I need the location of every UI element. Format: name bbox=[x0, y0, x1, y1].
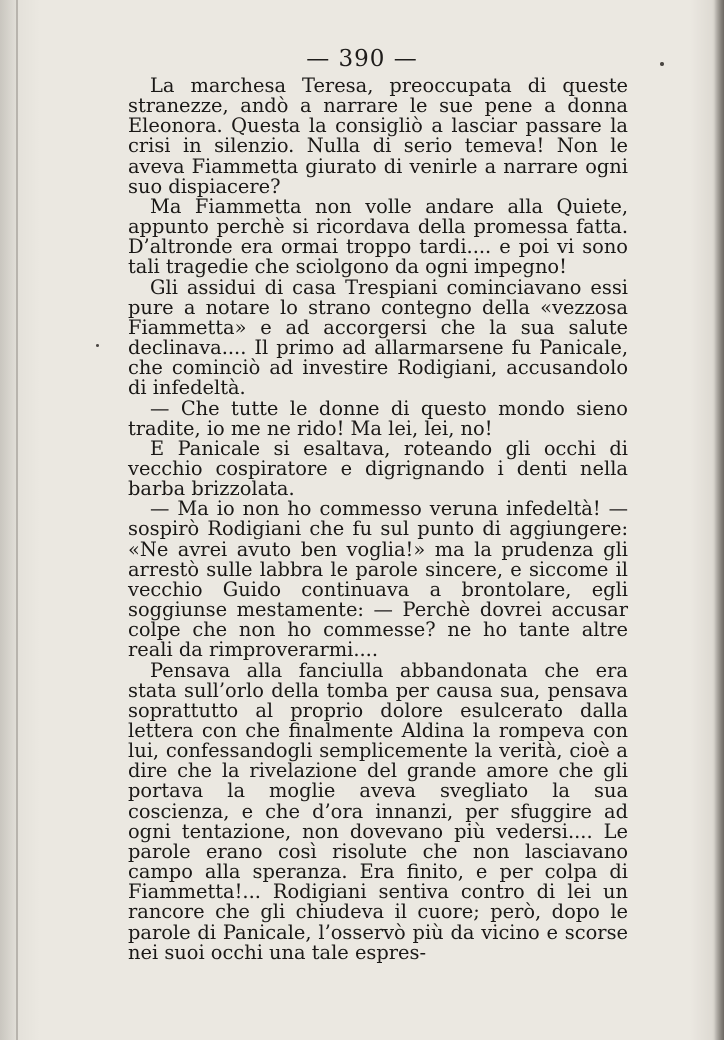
page-edge-shadow bbox=[714, 0, 724, 1040]
paragraph: E Panicale si esaltava, roteando gli occhi di vecchio cospiratore e digrignando i denti nella barba brizzolata. bbox=[128, 436, 628, 501]
paragraph: — Ma io non ho commesso veruna infedeltà! — sospirò Rodigiani che fu sul punto di aggiungere: «Ne avrei avuto ben voglia!» ma la prudenza gli arrestò sulle labbra le parole sincere, e siccome il vecchio Guido continuava a brontolare, egli soggiunse mestamente: — Perchè dovrei accusar colpe che non ho commesse? ne ho tante altre reali da rimproverarmi.... bbox=[128, 497, 628, 662]
body-text bbox=[128, 76, 628, 963]
ink-speck bbox=[96, 344, 99, 347]
paragraph: Gli assidui di casa Trespiani cominciavano essi pure a notare lo strano contegno della «vezzosa Fiammetta» e ad accorgersi che la sua salute declinava.... Il primo ad allarmarsene fu Panicale, che cominciò ad investire Rodigiani, accusandolo di infedeltà. bbox=[128, 275, 628, 400]
ink-speck bbox=[660, 62, 664, 66]
paragraph: Pensava alla fanciulla abbandonata che era stata sull’orlo della tomba per causa sua, pensava soprattutto al proprio dolore esulcerato dalla lettera con che finalmente Aldina la rompeva con lui, confessandogli semplicemente la verità, cioè a dire che la rivelazione del grande amore che gli portava la moglie aveva svegliato la sua coscienza, e che d’ora innanzi, per sfuggire ad ogni tentazione, non dovevano più vedersi.... Le parole erano così risolute che non lasciavano campo alla speranza. Era finito, e per colpa di Fiammetta!... Rodigiani sentiva contro di lei un rancore che gli chiudeva il cuore; però, dopo le parole di Panicale, l’osservò più da vicino e scorse nei suoi occhi una tale espres- bbox=[128, 658, 628, 964]
paragraph: Ma Fiammetta non volle andare alla Quiete, appunto perchè si ricordava della promessa fatta. D’altronde era ormai troppo tardi.... e poi vi sono tali tragedie che sciolgono da ogni impegno! bbox=[128, 194, 628, 279]
paragraph: La marchesa Teresa, preoccupata di queste stranezze, andò a narrare le sue pene a donna Eleonora. Questa la consigliò a lasciar passare la crisi in silenzio. Nulla di serio temeva! Non le aveva Fiammetta giurato di venirle a narrare ogni suo dispiacere? bbox=[128, 74, 628, 198]
page-number: — 390 — bbox=[306, 46, 418, 72]
paragraph: — Che tutte le donne di questo mondo sieno tradite, io me ne rido! Ma lei, lei, no! bbox=[128, 396, 628, 440]
binding-gutter bbox=[16, 0, 18, 1040]
